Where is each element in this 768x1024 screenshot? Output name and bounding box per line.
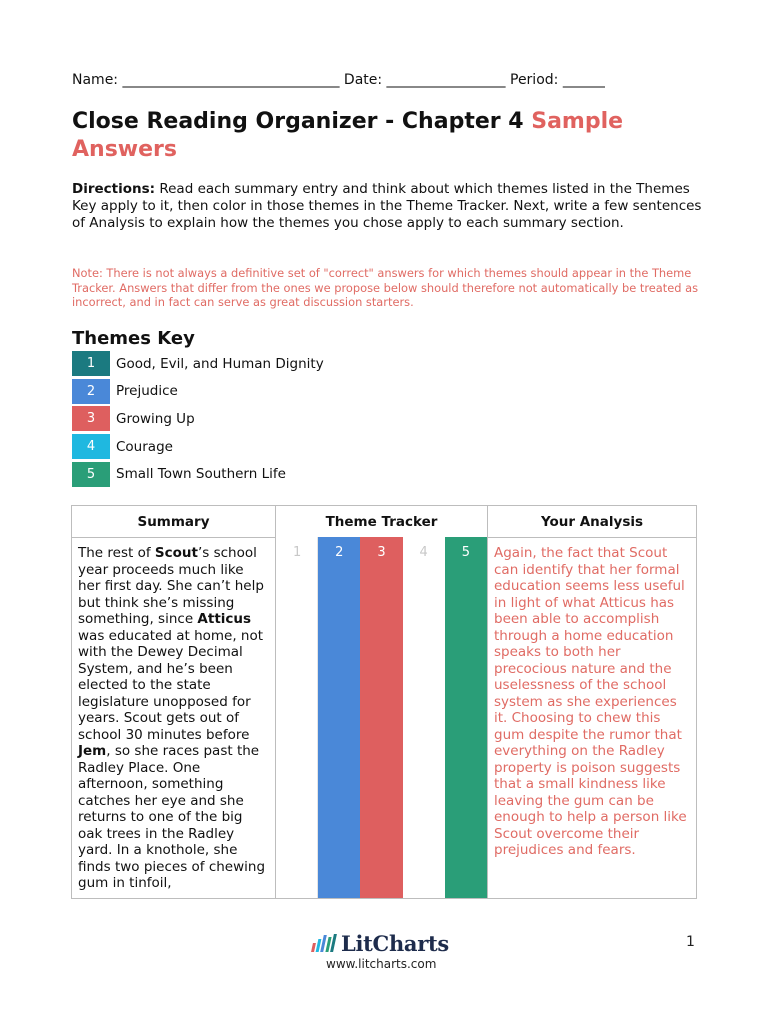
tracker-theme-1[interactable] [276, 537, 318, 898]
character-atticus: Atticus [197, 611, 252, 627]
theme-label: Courage [116, 438, 173, 455]
theme-label: Growing Up [116, 410, 195, 427]
title-accent: Sample Answers [72, 109, 624, 162]
theme-label: Small Town Southern Life [116, 466, 286, 483]
summary-text [78, 545, 268, 892]
student-info-line: Name: _______________________________ Date: _________________ Period: ______ [72, 72, 605, 88]
tracker-theme-2[interactable] [318, 537, 360, 898]
header-your-analysis: Your Analysis [540, 513, 644, 530]
directions-text: Read each summary entry and think about which themes listed in the Themes Key apply to it, then color in those themes in the Theme Tracker. Next, write a few sentences of Analysis to explain how the themes you chose apply to each summary section. [72, 181, 702, 231]
title-main: Close Reading Organizer - Chapter 4 [72, 109, 532, 134]
character-jem: Jem [78, 743, 107, 759]
theme-key-item [72, 378, 324, 406]
footer-url[interactable]: www.litcharts.com [326, 957, 437, 971]
tracker-number: 5 [461, 545, 470, 560]
tracker-number: 1 [292, 545, 302, 560]
header-theme-tracker: Theme Tracker [276, 506, 488, 537]
header-summary: Summary [72, 506, 276, 537]
theme-swatch: 4 [72, 434, 110, 459]
theme-tracker-table [71, 505, 697, 899]
note: Note: There is not always a definitive set of "correct" answers for which themes should appear in the Theme Tracker. Answers that differ from the ones we propose below should therefore not automatically be treated as incorrect, and in fact can serve as great discussion starters. [72, 266, 699, 309]
summary-cell [72, 537, 276, 898]
theme-swatch: 2 [72, 379, 110, 404]
theme-key-item [72, 460, 324, 488]
litcharts-logo[interactable] [312, 930, 458, 956]
directions [72, 181, 702, 232]
analysis-text: Again, the fact that Scout can identify that her formal education seems less useful in light of what Atticus has been able to accomplish through a home education speaks to both her precocious nature and the uselessness of the school system as she experiences it. Choosing to chew this gum despite the rumor that everything on the Radley property is poison suggests that a small kindness like leaving the gum can be enough to help a person like Scout overcome their prejudices and fears. [494, 545, 687, 858]
analysis-cell [488, 537, 696, 898]
theme-label: Good, Evil, and Human Dignity [116, 355, 324, 372]
tracker-theme-4[interactable] [403, 537, 445, 898]
table-header-row [72, 506, 696, 538]
logo-text: LitCharts [341, 930, 449, 956]
tracker-theme-5[interactable] [445, 537, 487, 898]
theme-key-item [72, 405, 324, 433]
theme-key-item [72, 433, 324, 461]
themes-key-title: Themes Key [72, 328, 195, 349]
themes-key-list [72, 350, 324, 488]
theme-tracker-cell [276, 537, 488, 898]
summary-part: was educated at home, not with the Dewey Decimal System, and he’s been elected to the state legislature unopposed for years. Scout gets out of school 30 minutes before [78, 627, 264, 743]
summary-part: , so she races past the Radley Place. One afternoon, something catches her eye and she returns to one of the big oak trees in the Radley yard. In a knothole, she finds two pieces of chewing gum in tinfoil, [78, 743, 266, 891]
theme-label: Prejudice [116, 383, 178, 400]
tracker-number: 3 [377, 545, 386, 560]
character-scout: Scout [154, 545, 198, 561]
directions-label: Directions: [72, 181, 156, 197]
page-number: 1 [686, 934, 695, 950]
theme-swatch: 1 [72, 351, 110, 376]
tracker-number: 4 [419, 545, 428, 560]
summary-part: The rest of [78, 545, 155, 561]
summary-part: ’s school year proceeds much like her first day. She can’t help but think she’s missing something, since [78, 545, 264, 627]
logo-bars-icon [312, 934, 337, 952]
theme-key-item [72, 350, 324, 378]
tracker-theme-3[interactable] [360, 537, 402, 898]
theme-swatch: 5 [72, 462, 110, 487]
tracker-number: 2 [335, 545, 344, 560]
theme-swatch: 3 [72, 406, 110, 431]
page-title [72, 108, 712, 164]
